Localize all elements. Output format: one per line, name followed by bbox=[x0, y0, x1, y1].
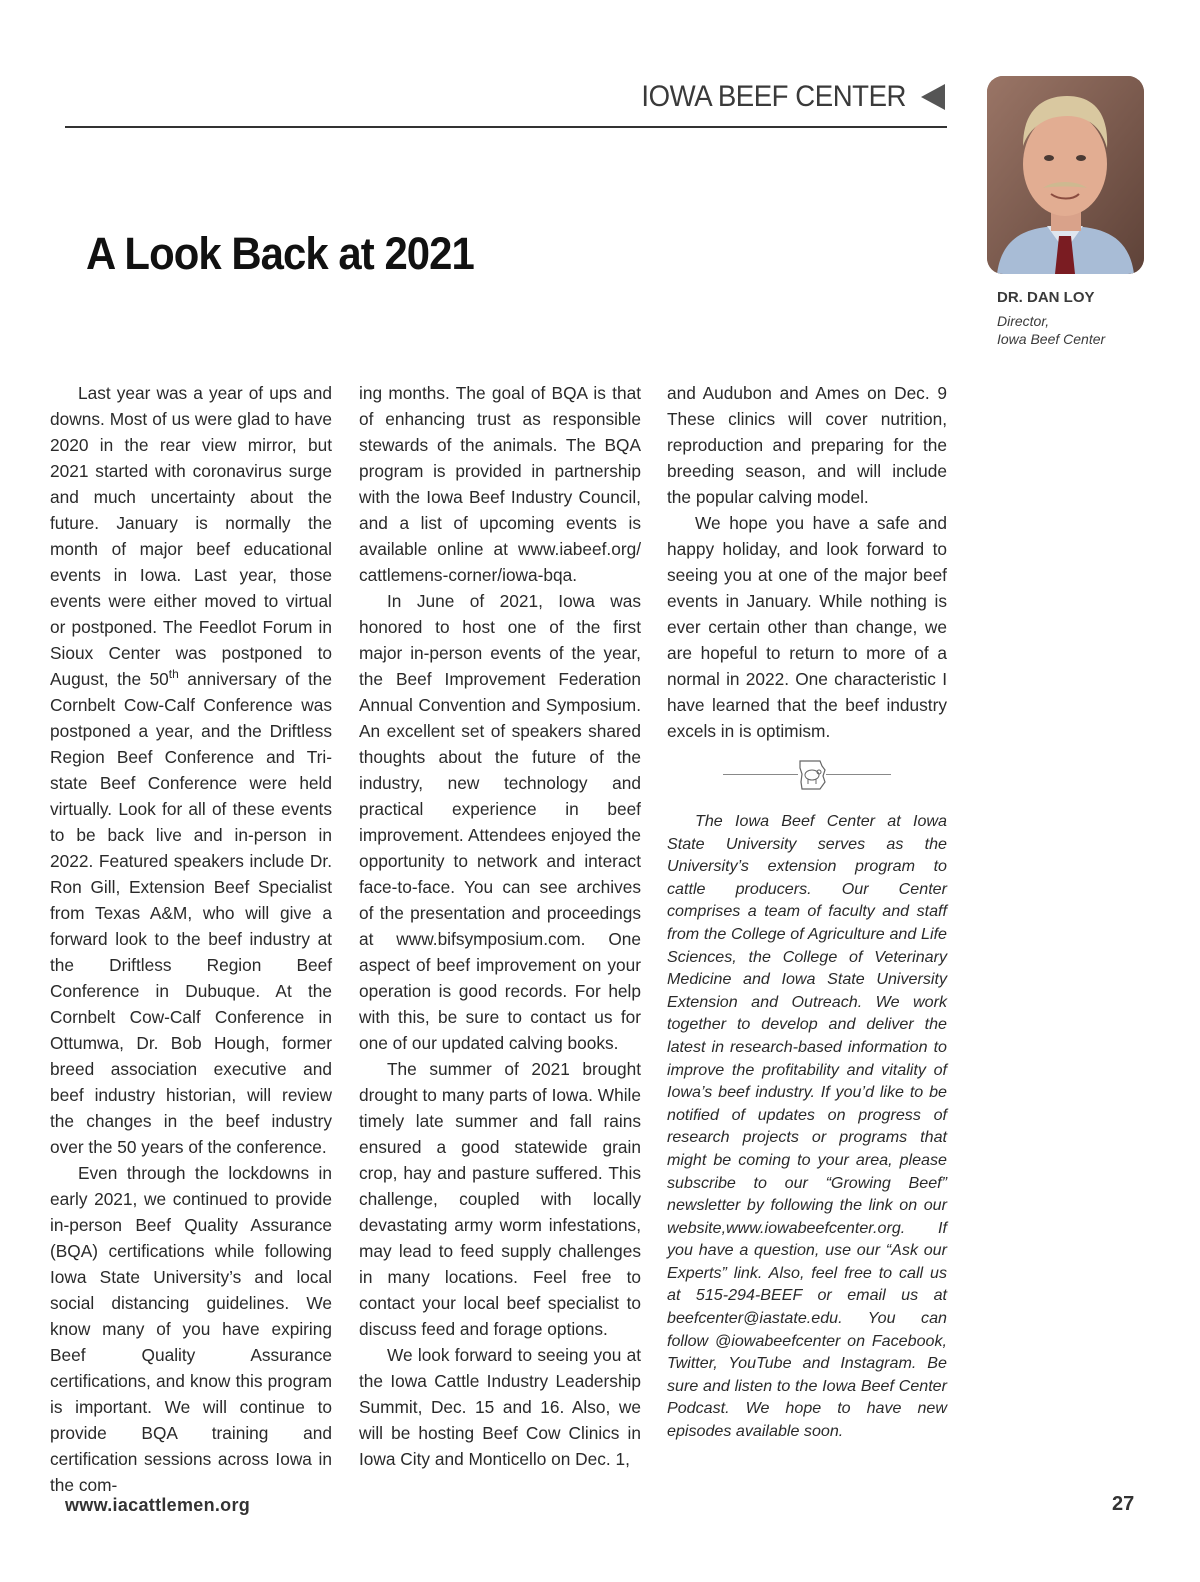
paragraph: We look forward to seeing you at the Iowa Cattle Industry Leadership Summit, Dec. 15 and 16. Also, we will be hosting Beef Cow Clinics in Iowa City and Monticello on Dec. 1, bbox=[359, 1345, 641, 1469]
triangle-pointer-icon bbox=[921, 84, 945, 110]
paragraph: and Audubon and Ames on Dec. 9 These clinics will cover nutrition, reproduction and preparing for the breeding season, and will include the popular calving model. bbox=[667, 383, 947, 507]
author-organization: Iowa Beef Center bbox=[997, 331, 1106, 347]
paragraph: We hope you have a safe and happy holiday, and look forward to seeing you at one of the major beef events in January. While nothing is ever certain other than change, we are hopeful to return to more of a normal in 2022. One characteristic I have learned that the beef industry excels in is optimism. bbox=[667, 513, 947, 741]
header-rule bbox=[65, 126, 947, 128]
author-role bbox=[997, 312, 1177, 348]
article-column-2 bbox=[359, 380, 641, 1472]
author-portrait bbox=[987, 76, 1144, 274]
author-name: DR. DAN LOY bbox=[997, 289, 1095, 306]
cow-on-iowa-icon bbox=[798, 758, 828, 792]
paragraph: Even through the lockdowns in early 2021, we continued to provide in-person Beef Quality Assurance (BQA) certifications while following Iowa State University’s and local social distancing guidelines. We know many of you have expiring Beef Quality Assurance certifications, and know this program is important. We will continue to provide BQA training and certification sessions across Iowa in the com- bbox=[50, 1163, 332, 1495]
paragraph: In June of 2021, Iowa was honored to host one of the first major in-person events of the year, the Beef Improvement Federation Annual Convention and Symposium. An excellent set of speakers shared thoughts about the future of the industry, new technology and practical experience in beef improvement. Attendees enjoyed the opportunity to network and interact face-to-face. You can see archives of the presentation and proceedings at www.bifsymposium.com. One aspect of beef improvement on your operation is good records. For help with this, be sure to contact us for one of our updated calving books. bbox=[359, 591, 641, 1053]
article-column-1 bbox=[50, 380, 332, 1498]
article-title: A Look Back at 2021 bbox=[86, 228, 474, 279]
page-number: 27 bbox=[1112, 1493, 1135, 1515]
section-label: IOWA BEEF CENTER bbox=[641, 80, 906, 113]
footer-website: www.iacattlemen.org bbox=[65, 1495, 251, 1515]
section-divider bbox=[667, 758, 947, 798]
center-description: The Iowa Beef Center at Iowa State University serves as the University’s extension program to cattle producers. Our Center comprises a team of faculty and staff from the College of Agriculture and Life Sciences, the College of Veterinary Medicine and Iowa State University Extension and Outreach. We work together to develop and deliver the latest in research-based information to improve the profitability and vitality of Iowa’s beef industry. If you’d like to be notified of updates on progress of research projects or programs that might be coming to your area, please subscribe to our “Growing Beef” newsletter by following the link on our website,www.iowabeefcenter.org. If you have a question, use our “Ask our Experts” link. Also, feel free to call us at 515-294-BEEF or email us at beefcenter@iastate.edu. You can follow @iowabeefcenter on Facebook, Twitter, YouTube and Instagram. Be sure and listen to the Iowa Beef Center Podcast. We hope to have new episodes available soon. bbox=[667, 812, 947, 1441]
paragraph: Last year was a year of ups and downs. Most of us were glad to have 2020 in the rear view mirror, but 2021 started with coronavirus surge and much uncertainty about the future. January is normally the month of major beef educational events in Iowa. Last year, those events were either moved to virtual or postponed. The Feedlot Forum in Sioux Center was postponed to August, the 50th anniversary of the Cornbelt Cow-Calf Conference was postponed a year, and the Driftless Region Beef Conference and Tri-state Beef Conference were held virtually. Look for all of these events to be back live and in-person in 2022. Featured speakers include Dr. Ron Gill, Extension Beef Specialist from Texas A&M, who will give a forward look to the beef industry at the Driftless Region Beef Conference in Dubuque. At the Cornbelt Cow-Calf Conference in Ottumwa, Dr. Bob Hough, former breed association executive and beef industry historian, will review the changes in the beef industry over the 50 years of the conference. bbox=[50, 383, 332, 1157]
paragraph: The summer of 2021 brought drought to many parts of Iowa. While timely late summer and fall rains ensured a good statewide grain crop, hay and pasture suffered. This challenge, coupled with locally devastating army worm infestations, may lead to feed supply challenges in many locations. Feel free to contact your local beef specialist to discuss feed and forage options. bbox=[359, 1059, 641, 1339]
paragraph: ing months. The goal of BQA is that of enhancing trust as responsible stewards of the animals. The BQA program is provided in partnership with the Iowa Beef Industry Council, and a list of upcoming events is available online at www.iabeef.org/ cattlemens-corner/iowa-bqa. bbox=[359, 383, 641, 585]
author-title: Director, bbox=[997, 313, 1050, 329]
article-column-3 bbox=[667, 380, 947, 1443]
